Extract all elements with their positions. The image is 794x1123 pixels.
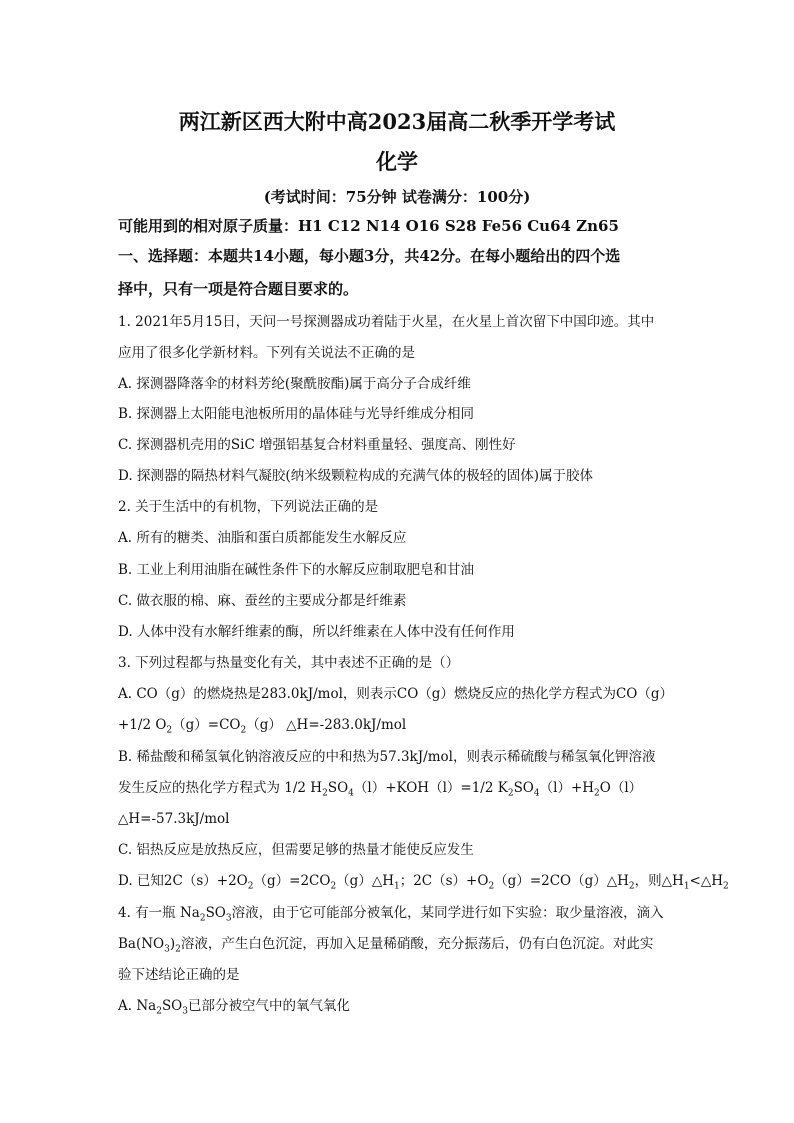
- q3-option-d: D. 已知$2C(s)+2O_2(g)=2CO_2(g)\triangle H_1$；$2C(s)+O_2(g)=2CO(g)\triangle H_2$，则$\triangle H_1<\triangle H_2$: [118, 873, 729, 892]
- q3-option-b-line2: 发生反应的热化学方程式为 1/2 $H_2SO_4(l)+KOH(l)=1/2$ $K_2SO_4(l)+H_2O(l)$: [118, 780, 643, 799]
- q1-stem-line1: 1. 2021年5月15日，天问一号探测器成功着陆于火星，在火星上首次留下中国印迹。其中: [118, 314, 655, 330]
- exam-title: 两江新区西大附中高2023届高二秋季开学考试: [178, 109, 616, 134]
- q3-option-b-line3: △H=-57.3kJ/mol: [118, 811, 230, 827]
- section-heading-line2: 择中，只有一项是符合题目要求的。: [118, 280, 359, 298]
- q4-option-a: A. $Na_2SO_3$已部分被空气中的氧气氧化: [118, 998, 350, 1017]
- q4-stem-line1: 4. 有一瓶 $Na_2SO_3$溶液，由于它可能部分被氧化，某同学进行如下实验：取少量溶液，滴入: [118, 905, 664, 924]
- q2-option-b: B. 工业上利用油脂在碱性条件下的水解反应制取肥皂和甘油: [118, 562, 475, 578]
- section-heading-line1: 一、选择题：本题共14小题，每小题3分，共42分。在每小题给出的四个选: [118, 247, 621, 265]
- q3-option-a-line2: +1/2 $O_2(g)=CO_2(g)$ △H=-283.0kJ/mol: [118, 717, 407, 736]
- q1-option-c: C. 探测器机壳用的SiC 增强铝基复合材料重量轻、强度高、刚性好: [118, 437, 516, 453]
- q1-option-b: B. 探测器上太阳能电池板所用的晶体硅与光导纤维成分相同: [118, 406, 475, 422]
- exam-info: (考试时间：75分钟 试卷满分：100分): [263, 188, 531, 206]
- q2-stem: 2. 关于生活中的有机物，下列说法正确的是: [118, 499, 379, 515]
- q2-option-c: C. 做衣服的棉、麻、蚕丝的主要成分都是纤维素: [118, 593, 407, 609]
- q4-stem-line2: $Ba(NO_3)_2$溶液，产生白色沉淀，再加入足量稀硝酸，充分振荡后，仍有白色沉淀。对此实: [118, 936, 654, 955]
- q3-option-b-line1: B. 稀盐酸和稀氢氧化钠溶液反应的中和热为57.3kJ/mol，则表示稀硫酸与稀氢氧化钾溶液: [118, 749, 656, 765]
- subject-title: 化学: [376, 149, 418, 174]
- q4-stem-line3: 验下述结论正确的是: [118, 967, 240, 983]
- q1-option-a: A. 探测器降落伞的材料芳纶(聚酰胺酯)属于高分子合成纤维: [118, 376, 471, 392]
- q3-stem: 3. 下列过程都与热量变化有关，其中表述不正确的是（）: [118, 655, 460, 671]
- q1-stem-line2: 应用了很多化学新材料。下列有关说法不正确的是: [118, 345, 415, 361]
- atomic-masses: 可能用到的相对原子质量：H1 C12 N14 O16 S28 Fe56 Cu64 Zn65: [118, 217, 619, 235]
- q3-option-a-line1: A. CO（g）的燃烧热是283.0kJ/mol，则表示CO（g）燃烧反应的热化学方程式为CO（g）: [118, 686, 673, 702]
- q3-option-c: C. 铝热反应是放热反应，但需要足够的热量才能使反应发生: [118, 842, 474, 858]
- q2-option-d: D. 人体中没有水解纤维素的酶，所以纤维素在人体中没有任何作用: [118, 624, 515, 640]
- q1-option-d: D. 探测器的隔热材料气凝胶(纳米级颗粒构成的充满气体的极轻的固体)属于胶体: [118, 468, 593, 484]
- q2-option-a: A. 所有的糖类、油脂和蛋白质都能发生水解反应: [118, 530, 407, 546]
